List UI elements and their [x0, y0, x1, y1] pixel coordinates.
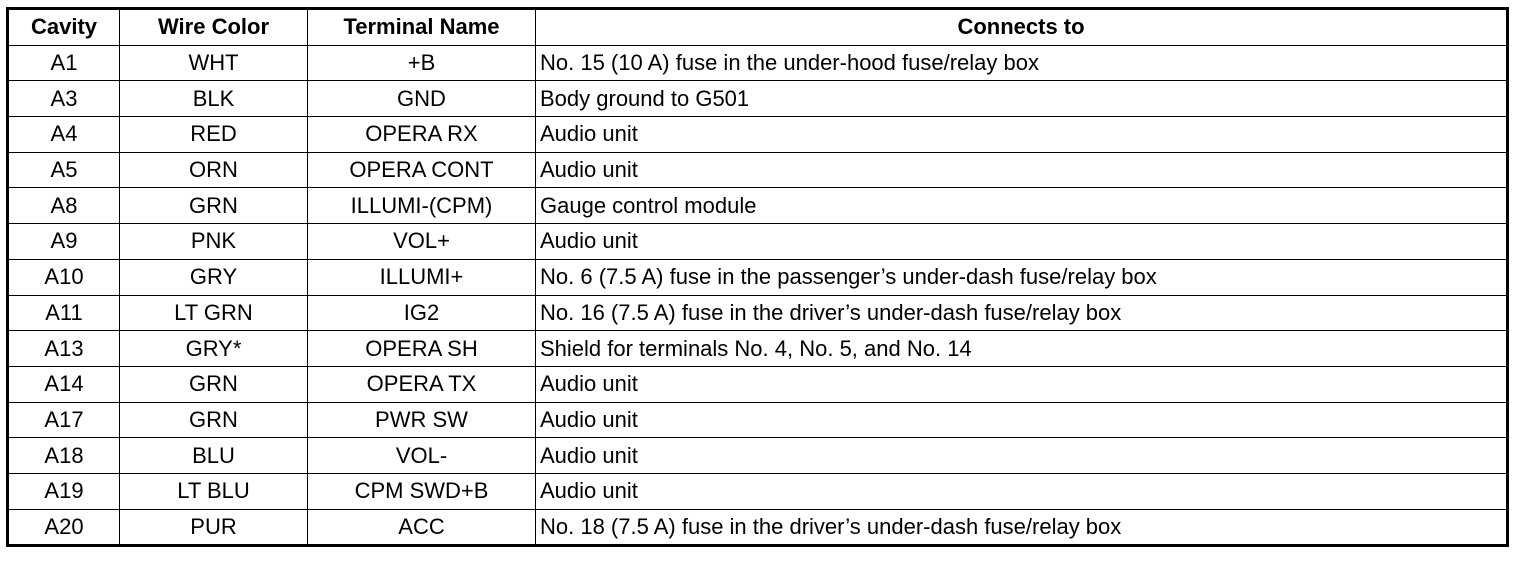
cell-cavity: A9 — [8, 224, 120, 260]
cell-cavity: A17 — [8, 402, 120, 438]
table-row — [8, 366, 1508, 402]
cell-terminal-name: ACC — [308, 509, 536, 546]
cell-connects-to: Audio unit — [536, 152, 1508, 188]
cell-wire-color: PUR — [120, 509, 308, 546]
cell-connects-to: Shield for terminals No. 4, No. 5, and No. 14 — [536, 331, 1508, 367]
header-terminal-name: Terminal Name — [308, 9, 536, 46]
cell-connects-to: No. 18 (7.5 A) fuse in the driver’s under-dash fuse/relay box — [536, 509, 1508, 546]
table-row — [8, 117, 1508, 153]
table-row — [8, 509, 1508, 546]
cell-wire-color: GRN — [120, 366, 308, 402]
cell-cavity: A5 — [8, 152, 120, 188]
table-row — [8, 81, 1508, 117]
cell-wire-color: BLK — [120, 81, 308, 117]
cell-cavity: A10 — [8, 259, 120, 295]
cell-wire-color: LT GRN — [120, 295, 308, 331]
cell-wire-color: WHT — [120, 45, 308, 81]
cell-cavity: A20 — [8, 509, 120, 546]
cell-terminal-name: GND — [308, 81, 536, 117]
cell-connects-to: Audio unit — [536, 438, 1508, 474]
cell-terminal-name: OPERA SH — [308, 331, 536, 367]
header-connects-to: Connects to — [536, 9, 1508, 46]
cell-cavity: A14 — [8, 366, 120, 402]
cell-connects-to: Audio unit — [536, 366, 1508, 402]
cell-cavity: A19 — [8, 473, 120, 509]
cell-cavity: A11 — [8, 295, 120, 331]
cell-cavity: A3 — [8, 81, 120, 117]
cell-connects-to: Audio unit — [536, 117, 1508, 153]
connector-pinout-table — [6, 7, 1509, 547]
cell-cavity: A18 — [8, 438, 120, 474]
cell-connects-to: Audio unit — [536, 473, 1508, 509]
table-row — [8, 45, 1508, 81]
cell-terminal-name: OPERA TX — [308, 366, 536, 402]
cell-wire-color: GRN — [120, 402, 308, 438]
cell-wire-color: ORN — [120, 152, 308, 188]
table-row — [8, 438, 1508, 474]
cell-terminal-name: PWR SW — [308, 402, 536, 438]
cell-wire-color: GRY* — [120, 331, 308, 367]
cell-connects-to: No. 16 (7.5 A) fuse in the driver’s under-dash fuse/relay box — [536, 295, 1508, 331]
cell-connects-to: No. 15 (10 A) fuse in the under-hood fuse/relay box — [536, 45, 1508, 81]
cell-terminal-name: ILLUMI-(CPM) — [308, 188, 536, 224]
table-row — [8, 259, 1508, 295]
cell-wire-color: PNK — [120, 224, 308, 260]
cell-cavity: A8 — [8, 188, 120, 224]
table-row — [8, 331, 1508, 367]
cell-wire-color: LT BLU — [120, 473, 308, 509]
cell-wire-color: GRY — [120, 259, 308, 295]
cell-terminal-name: OPERA CONT — [308, 152, 536, 188]
table-row — [8, 473, 1508, 509]
cell-terminal-name: IG2 — [308, 295, 536, 331]
header-cavity: Cavity — [8, 9, 120, 46]
cell-cavity: A1 — [8, 45, 120, 81]
cell-cavity: A4 — [8, 117, 120, 153]
cell-connects-to: Audio unit — [536, 224, 1508, 260]
cell-terminal-name: CPM SWD+B — [308, 473, 536, 509]
cell-wire-color: RED — [120, 117, 308, 153]
cell-terminal-name: VOL- — [308, 438, 536, 474]
table-row — [8, 188, 1508, 224]
header-row — [8, 9, 1508, 46]
cell-connects-to: Audio unit — [536, 402, 1508, 438]
cell-connects-to: Body ground to G501 — [536, 81, 1508, 117]
cell-connects-to: Gauge control module — [536, 188, 1508, 224]
cell-wire-color: BLU — [120, 438, 308, 474]
table-row — [8, 152, 1508, 188]
header-wire-color: Wire Color — [120, 9, 308, 46]
table-row — [8, 402, 1508, 438]
cell-connects-to: No. 6 (7.5 A) fuse in the passenger’s under-dash fuse/relay box — [536, 259, 1508, 295]
cell-cavity: A13 — [8, 331, 120, 367]
cell-terminal-name: VOL+ — [308, 224, 536, 260]
cell-terminal-name: ILLUMI+ — [308, 259, 536, 295]
table-row — [8, 295, 1508, 331]
cell-terminal-name: +B — [308, 45, 536, 81]
table-row — [8, 224, 1508, 260]
connector-table-container — [6, 7, 1506, 547]
cell-terminal-name: OPERA RX — [308, 117, 536, 153]
cell-wire-color: GRN — [120, 188, 308, 224]
